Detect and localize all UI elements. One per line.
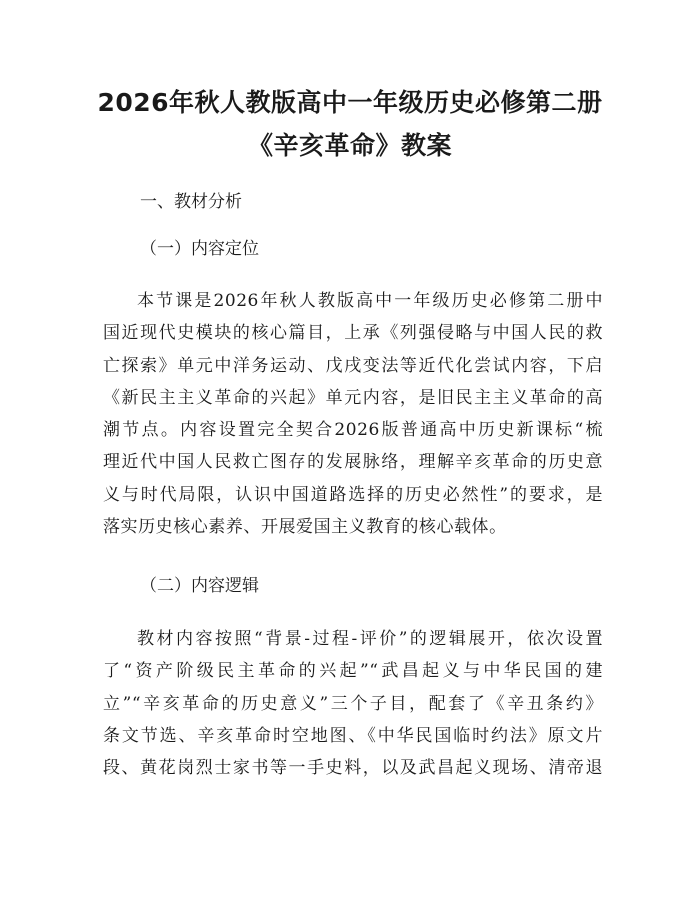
section-heading-textbook-analysis: 一、教材分析: [140, 192, 242, 212]
document-title-line-1: 2026年秋人教版高中一年级历史必修第二册: [97, 88, 603, 117]
paragraph-line: 《新民主主义革命的兴起》单元内容，是旧民主主义革命的高: [103, 387, 603, 408]
paragraph-line: 立”“辛亥革命的历史意义”三个子目，配套了《辛丑条约》: [103, 693, 603, 714]
paragraph-line: 教材内容按照“背景-过程-评价”的逻辑展开，依次设置: [137, 629, 603, 649]
paragraph-content-positioning: [103, 289, 603, 547]
subsection-heading-content-positioning: （一）内容定位: [140, 239, 259, 259]
paragraph-line: 义与时代局限，认识中国道路选择的历史必然性”的要求，是: [103, 484, 603, 505]
paragraph-line: 本节课是2026年秋人教版高中一年级历史必修第二册中: [137, 291, 603, 311]
paragraph-line: 落实历史核心素养、开展爱国主义教育的核心载体。: [103, 517, 507, 538]
paragraph-line: 理近代中国人民救亡图存的发展脉络，理解辛亥革命的历史意: [103, 452, 603, 473]
paragraph-line: 段、黄花岗烈士家书等一手史料，以及武昌起义现场、清帝退: [103, 758, 603, 779]
subsection-heading-content-logic: （二）内容逻辑: [140, 576, 259, 596]
paragraph-line: 潮节点。内容设置完全契合2026版普通高中历史新课标“梳: [103, 420, 603, 441]
paragraph-line: 了“资产阶级民主革命的兴起”“武昌起义与中华民国的建: [103, 661, 603, 682]
paragraph-line: 亡探索》单元中洋务运动、戊戌变法等近代化尝试内容，下启: [103, 355, 603, 376]
paragraph-line: 国近现代史模块的核心篇目，上承《列强侵略与中国人民的救: [103, 323, 603, 344]
paragraph-content-logic: [103, 627, 603, 788]
paragraph-line: 条文节选、辛亥革命时空地图、《中华民国临时约法》原文片: [103, 725, 603, 746]
document-title-line-2: 《辛亥革命》教案: [247, 131, 452, 160]
